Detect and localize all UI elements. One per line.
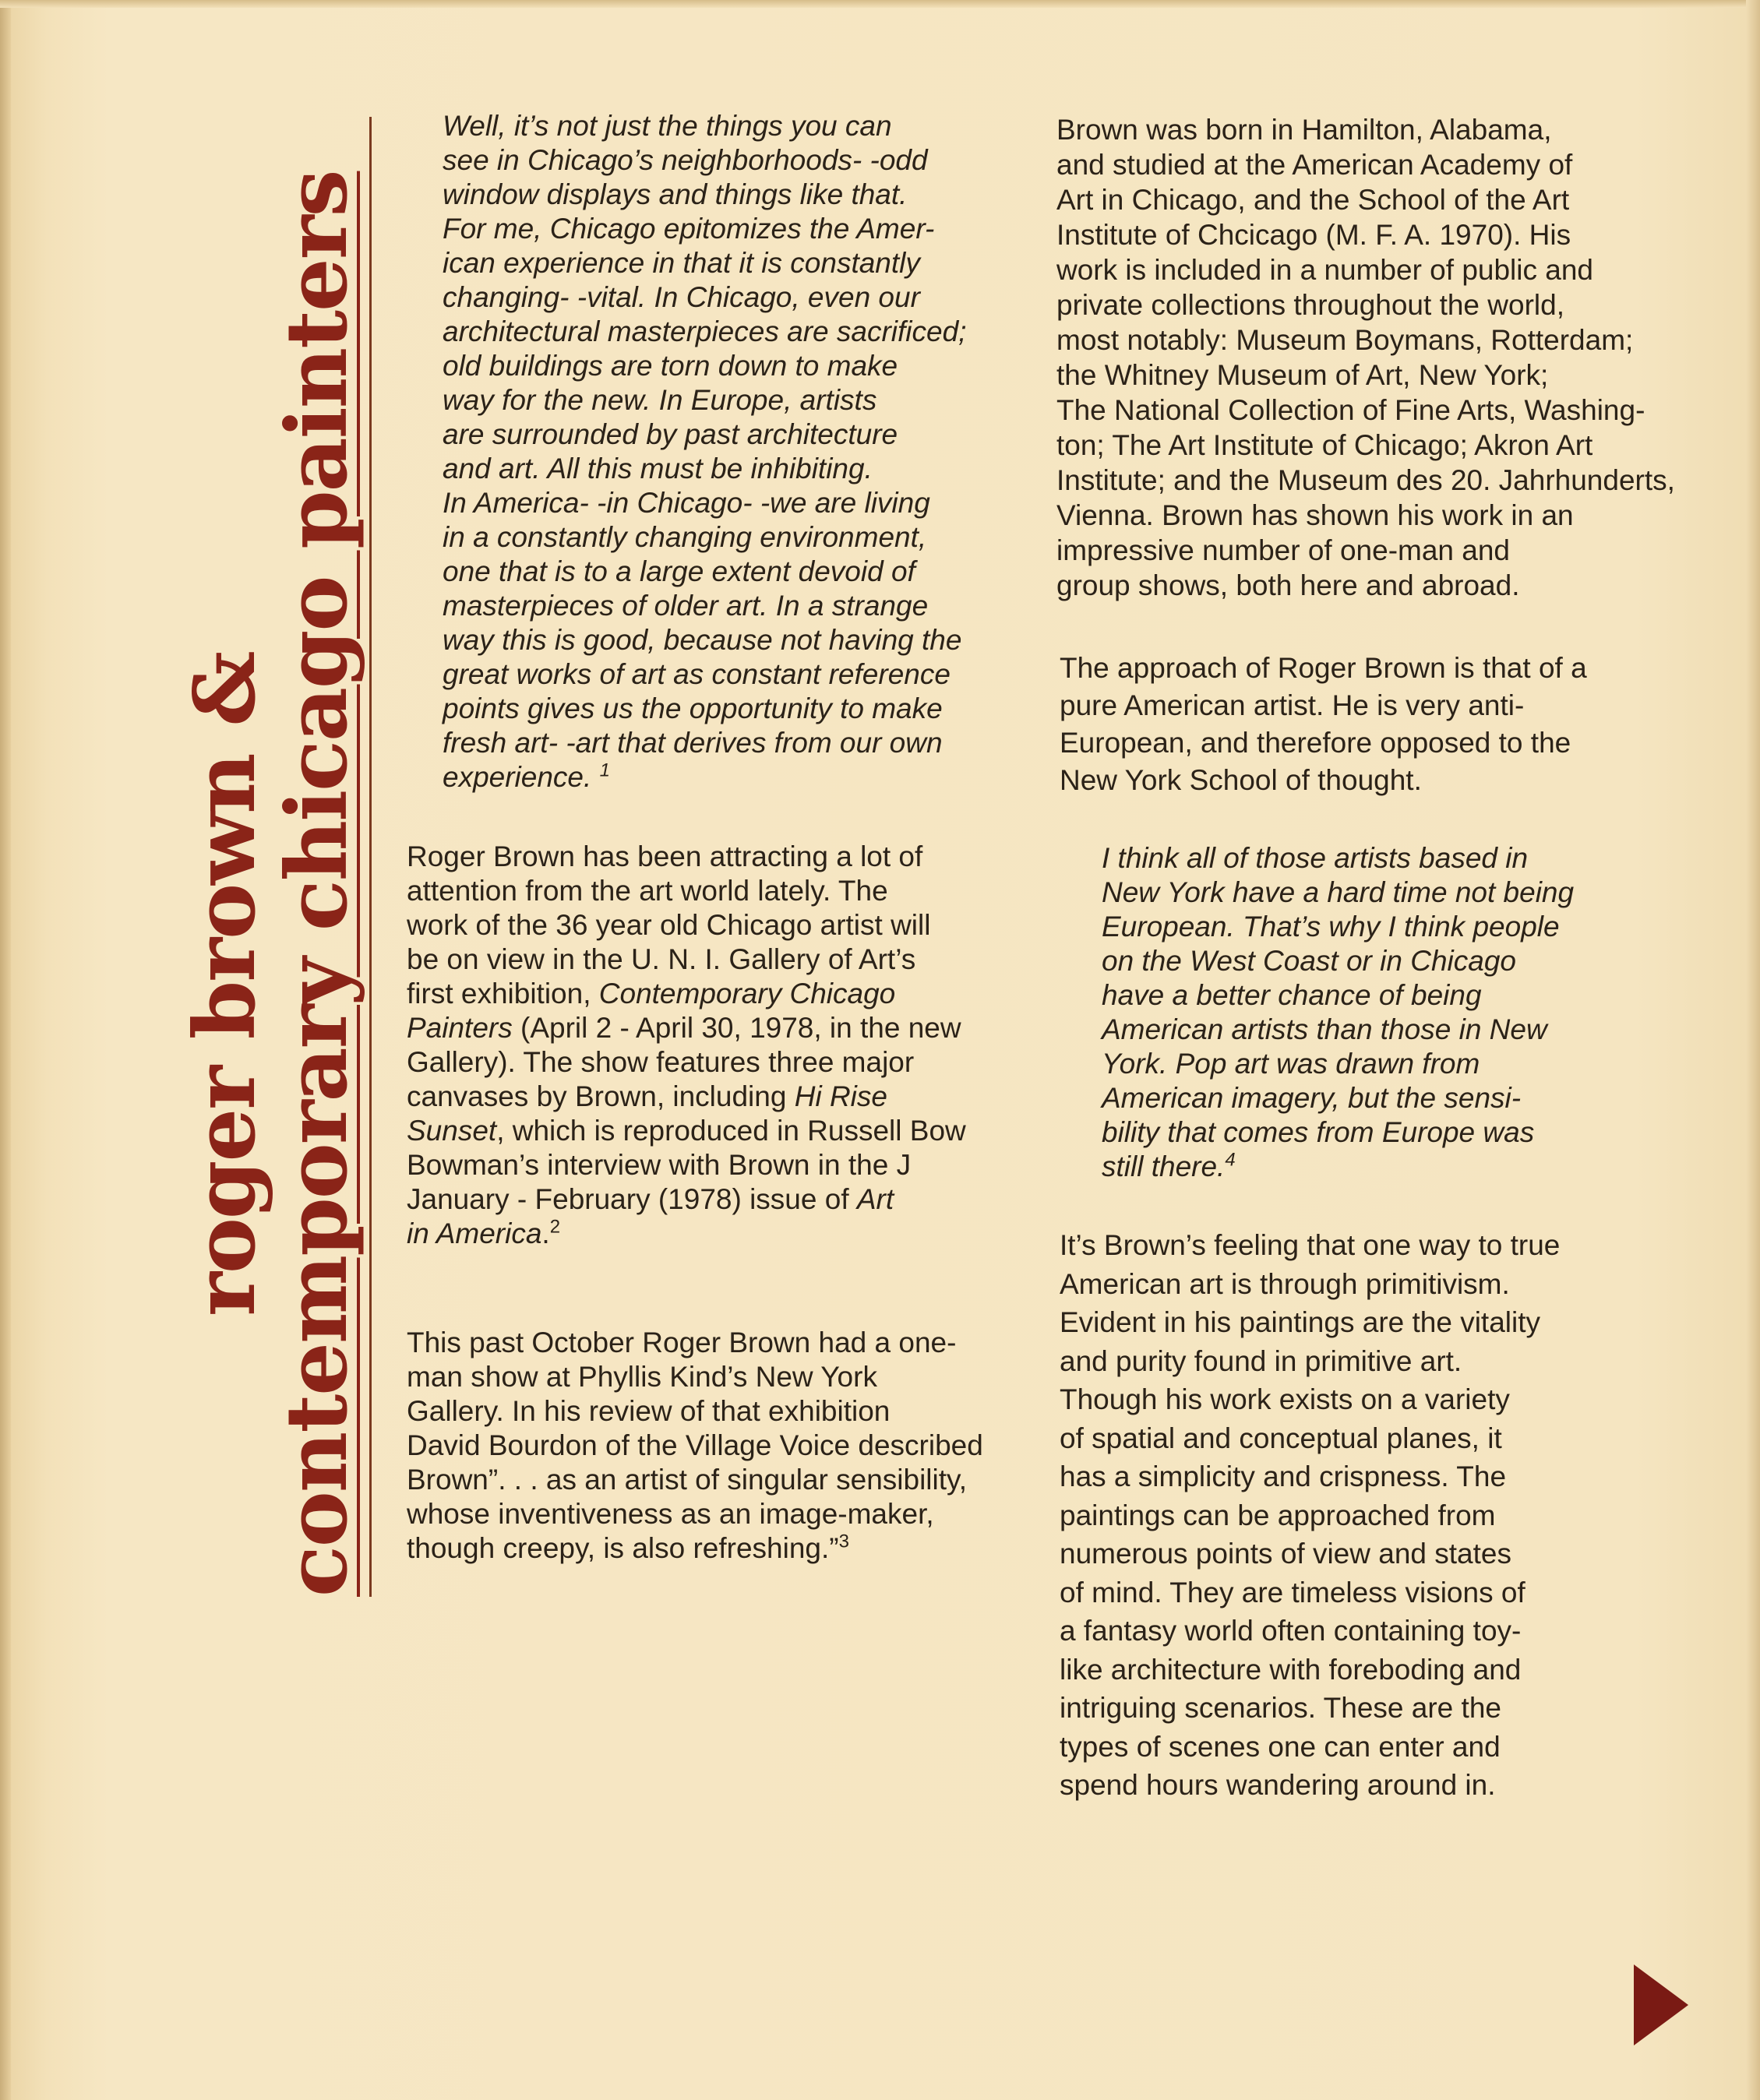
title-line-1: roger brown &	[176, 652, 274, 1316]
page-right-edge	[1746, 0, 1760, 2100]
footnote-1: 1	[599, 759, 610, 781]
footnote-3: 3	[838, 1531, 849, 1552]
primitivism-paragraph	[1060, 1226, 1730, 1805]
approach-paragraph	[1060, 650, 1730, 799]
footnote-4: 4	[1225, 1149, 1236, 1171]
next-page-arrow-icon[interactable]	[1634, 1964, 1688, 2045]
artist-quote-2	[1102, 841, 1694, 1184]
title-line-2: contemporary chicago painters	[268, 171, 366, 1597]
quote-2-body: I think all of those artists based in New York have a hard time not being European. That’s why I think people on the West Coast or in Chicago have a better chance of being American artists than those in New York. Pop art was drawn from American imagery, but the sensi- bility that comes from Europe was still there.	[1102, 842, 1575, 1182]
biography-paragraph	[1056, 112, 1742, 603]
intro-text-4: .	[541, 1217, 550, 1249]
footnote-2: 2	[549, 1216, 561, 1238]
artist-quote-1	[443, 109, 1035, 795]
primitivism-text: It’s Brown’s feeling that one way to true American art is through primitivism. Evident in his paintings are the vitality and purity found in primitive art. Though his work exists on a variety of spatial and conceptual planes, it has a simplicity and crispness. The paintings can be approached from numerous points of view and states of mind. They are timeless visions of a fantasy world often containing toy- like architecture with foreboding and intriguing scenarios. These are the types of scenes one can enter and spend hours wandering around in.	[1060, 1229, 1561, 1801]
review-text: This past October Roger Brown had a one- man show at Phyllis Kind’s New York Gallery. In his review of that exhibition David Bourdon of the Village Voice described Brown”. . . as an artist of singular sensibility, whose inventiveness as an image-maker, though creepy, is also refreshing.”	[407, 1327, 983, 1564]
intro-paragraph	[407, 840, 1046, 1251]
painting-title: Hi Rise Sunset	[407, 1080, 887, 1147]
magazine-title: Art in America	[407, 1183, 894, 1249]
quote-1-text	[443, 109, 1035, 795]
vertical-title	[176, 117, 374, 1597]
exhibition-title: Contemporary Chicago Painters	[407, 978, 896, 1044]
page-spine-edge	[0, 0, 11, 2100]
approach-text: The approach of Roger Brown is that of a pure American artist. He is very anti- European, and therefore opposed to the New York School of thought.	[1060, 652, 1587, 796]
intro-text-3: , which is reproduced in Russell Bow Bowman’s interview with Brown in the J January - February (1978) issue of	[407, 1115, 966, 1215]
intro-text-2: (April 2 - April 30, 1978, in the new Gallery). The show features three major canvases by Brown, including	[407, 1012, 961, 1112]
quote-1-body: Well, it’s not just the things you can see in Chicago’s neighborhoods- -odd window displays and things like that. For me, Chicago epitomizes the Amer- ican experience in that it is constantly changing- -vital. In Chicago, even our architectural masterpieces are sacrificed; old buildings are torn down to make way for the new. In Europe, artists are surrounded by past architecture and art. All this must be inhibiting. In America- -in Chicago- -we are living in a constantly changing environment, one that is to a large extent devoid of masterpieces of older art. In a strange way this is good, because not having the great works of art as constant reference points gives us the opportunity to make fresh art- -art that derives from our own experience.	[443, 110, 967, 793]
review-paragraph	[407, 1326, 1053, 1566]
page-top-edge	[0, 0, 1760, 8]
intro-text-1: Roger Brown has been attracting a lot of attention from the art world lately. The work of the 36 year old Chicago artist will be on view in the U. N. I. Gallery of Art’s first exhibition,	[407, 840, 931, 1009]
biography-text: Brown was born in Hamilton, Alabama, and studied at the American Academy of Art in Chicago, and the School of the Art Institute of Chcicago (M. F. A. 1970). His work is included in a number of public and private collections throughout the world, most notably: Museum Boymans, Rotterdam; the Whitney Museum of Art, New York; The National Collection of Fine Arts, Washing- ton; The Art Institute of Chicago; Akron Art Institute; and the Museum des 20. Jahrhunderts, Vienna. Brown has shown his work in an impressive number of one-man and group shows, both here and abroad.	[1056, 114, 1675, 601]
